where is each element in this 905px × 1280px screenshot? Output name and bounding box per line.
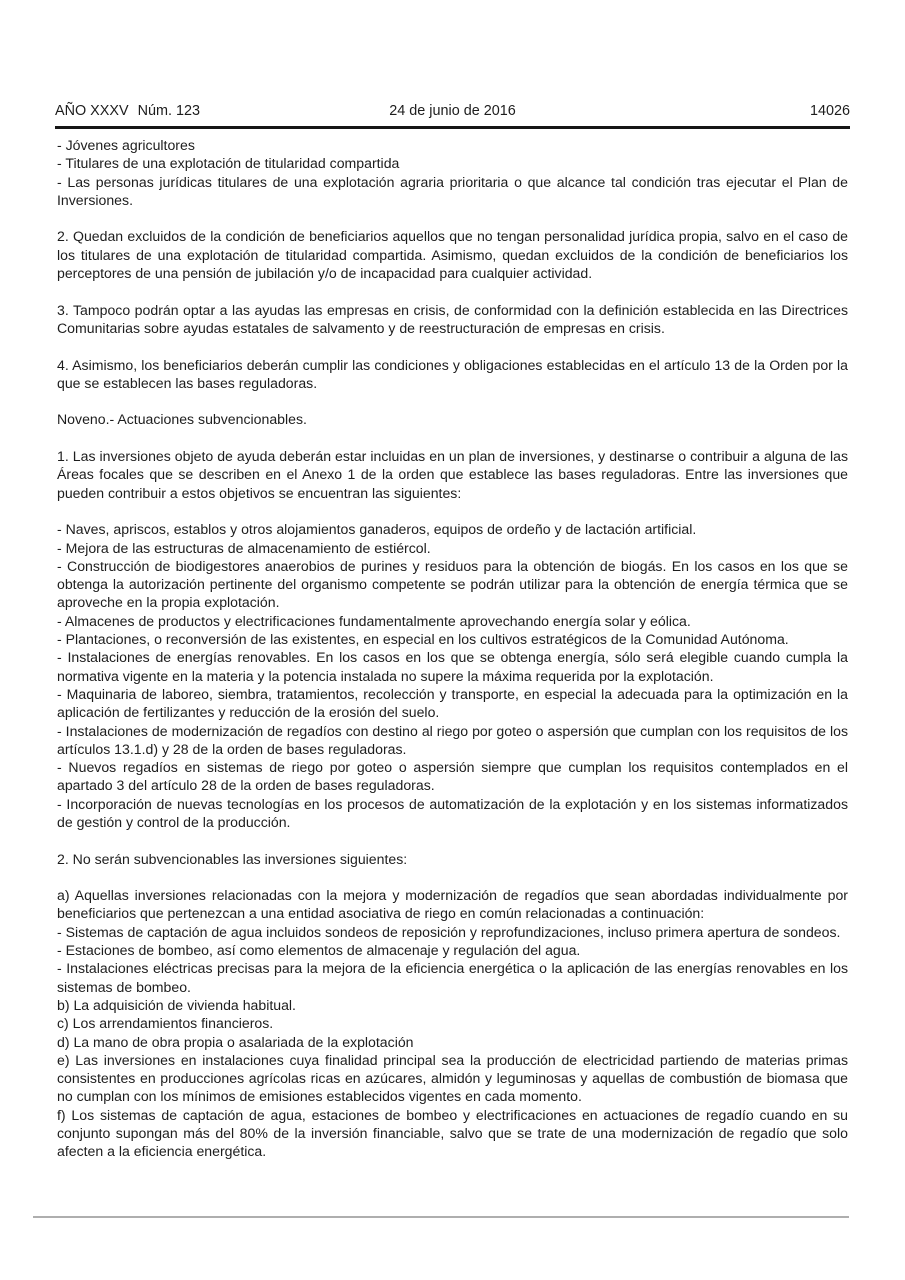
paragraph: Noveno.- Actuaciones subvencionables.: [57, 411, 307, 428]
paragraph-group: [57, 886, 848, 1160]
paragraph: - Nuevos regadíos en sistemas de riego por goteo o aspersión siempre que cumplan los requisitos contemplados en el apartado 3 del artículo 28 de la orden de bases reguladoras.: [57, 759, 848, 794]
footer-rule: [33, 1216, 849, 1218]
paragraph-group: [57, 520, 848, 831]
paragraph: d) La mano de obra propia o asalariada de la explotación: [57, 1033, 414, 1050]
paragraph: - Construcción de biodigestores anaerobios de purines y residuos para la obtención de biogás. En los casos en los que se obtenga la autorización pertinente del organismo competente se podrán utilizar para la obtención de energía térmica que se aproveche en la propia explotación.: [57, 557, 848, 611]
paragraph: c) Los arrendamientos financieros.: [57, 1015, 274, 1032]
paragraph: - Mejora de las estructuras de almacenamiento de estiércol.: [57, 539, 431, 556]
paragraph-group: [57, 410, 848, 428]
header-edition-issue: [55, 103, 200, 119]
page-header: [55, 103, 850, 129]
paragraph: - Maquinaria de laboreo, siembra, tratamientos, recolección y transporte, en especial la adecuada para la optimización en la aplicación de fertilizantes y reducción de la erosión del suelo.: [57, 685, 848, 721]
header-page-number: 14026: [809, 103, 850, 119]
paragraph: - Plantaciones, o reconversión de las existentes, en especial en los cultivos estratégicos de la Comunidad Autónoma.: [57, 631, 789, 648]
paragraph: - Naves, apriscos, establos y otros alojamientos ganaderos, equipos de ordeño y de lactación artificial.: [57, 521, 697, 538]
paragraph: a) Aquellas inversiones relacionadas con la mejora y modernización de regadíos que sean abordadas individualmente por beneficiarios que pertenezcan a una entidad asociativa de riego en común relacionadas a continuación:: [57, 887, 848, 922]
paragraph: - Instalaciones eléctricas precisas para la mejora de la eficiencia energética o la aplicación de las energías renovables en los sistemas de bombeo.: [57, 960, 848, 995]
paragraph-group: [57, 301, 848, 338]
paragraph-group: [57, 356, 848, 393]
header-date: 24 de junio de 2016: [389, 103, 516, 119]
paragraph: - Titulares de una explotación de titularidad compartida: [57, 155, 400, 172]
paragraph: f) Los sistemas de captación de agua, estaciones de bombeo y electrificaciones en actuaciones de regadío cuando en su conjunto supongan más del 80% de la inversión financiable, salvo que se trate de una modernización de regadío que solo afecten a la eficiencia energética.: [57, 1106, 848, 1160]
paragraph: 1. Las inversiones objeto de ayuda deberán estar incluidas en un plan de inversiones, y destinarse o contribuir a alguna de las Áreas focales que se describen en el Anexo 1 de la orden que establece las bases reguladoras. Entre las inversiones que pueden contribuir a estos objetivos se encuentran las siguientes:: [57, 448, 848, 501]
paragraph: - Jóvenes agricultores: [57, 137, 195, 153]
paragraph-group: [57, 447, 848, 502]
paragraph-group: [57, 227, 848, 282]
paragraph: 4. Asimismo, los beneficiarios deberán cumplir las condiciones y obligaciones establecidas en el artículo 13 de la Orden por la que se establecen las bases reguladoras.: [57, 356, 848, 391]
paragraph: - Las personas jurídicas titulares de una explotación agraria prioritaria o que alcance tal condición tras ejecutar el Plan de Inversiones.: [57, 173, 848, 208]
paragraph: - Incorporación de nuevas tecnologías en los procesos de automatización de la explotación y en los sistemas informatizados de gestión y control de la producción.: [57, 795, 848, 830]
paragraph: - Instalaciones de energías renovables. En los casos en los que se obtenga energía, sólo será elegible cuando cumpla la normativa vigente en la materia y la potencia instalada no supere la máxima requerida por la explotación.: [57, 649, 848, 684]
document-body: [57, 136, 848, 1161]
paragraph: b) La adquisición de vivienda habitual.: [57, 996, 296, 1013]
paragraph: - Estaciones de bombeo, así como elementos de almacenaje y regulación del agua.: [57, 942, 581, 959]
paragraph-group: [57, 850, 848, 868]
header-edition: AÑO XXXV: [55, 103, 129, 119]
paragraph-group: [57, 136, 848, 209]
paragraph: 2. No serán subvencionables las inversiones siguientes:: [57, 850, 408, 867]
paragraph: 3. Tampoco podrán optar a las ayudas las empresas en crisis, de conformidad con la definición establecida en las Directrices Comunitarias sobre ayudas estatales de salvamento y de reestructuración de empresas en crisis.: [57, 301, 848, 336]
paragraph: - Almacenes de productos y electrificaciones fundamentalmente aprovechando energía solar y eólica.: [57, 612, 691, 629]
paragraph: - Instalaciones de modernización de regadíos con destino al riego por goteo o aspersión que cumplan con los requisitos de los artículos 13.1.d) y 28 de la orden de bases reguladoras.: [57, 722, 848, 757]
paragraph: e) Las inversiones en instalaciones cuya finalidad principal sea la producción de electricidad partiendo de materias primas consistentes en producciones agrícolas ricas en azúcares, almidón y leguminosas y aquellas de combustión de biomasa que no cumplan con los mínimos de emisiones establecidos vigentes en cada momento.: [57, 1051, 848, 1105]
paragraph: - Sistemas de captación de agua incluidos sondeos de reposición y reprofundizaciones, incluso primera apertura de sondeos.: [57, 923, 841, 940]
header-issue: Núm. 123: [137, 103, 200, 119]
paragraph: 2. Quedan excluidos de la condición de beneficiarios aquellos que no tengan personalidad jurídica propia, salvo en el caso de los titulares de una explotación de titularidad compartida. Asimismo, quedan excluidos de la condición de beneficiarios los perceptores de una pensión de jubilación y/o de incapacidad para cualquier actividad.: [57, 228, 848, 282]
